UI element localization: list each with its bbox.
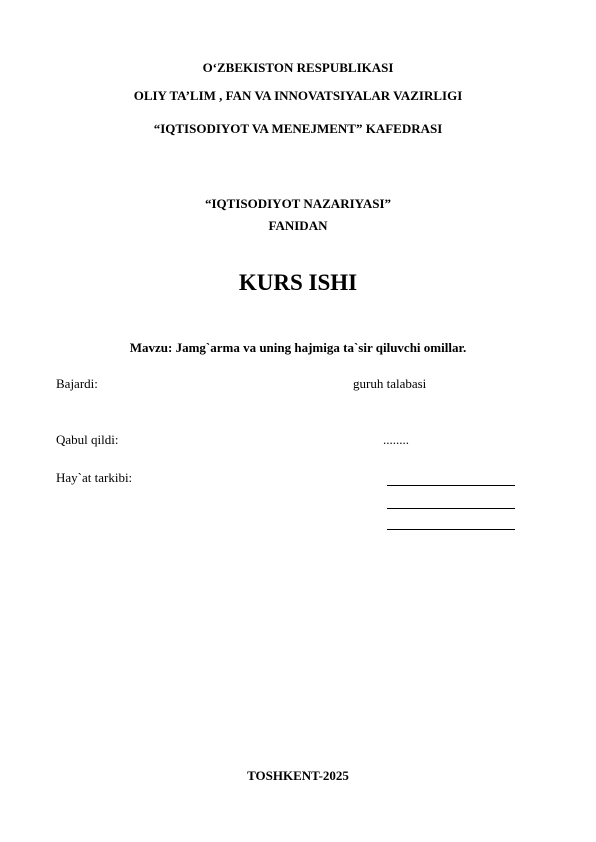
document-type-title: KURS ISHI (238, 270, 358, 295)
ministry-heading: OLIY TA’LIM , FAN VA INNOVATSIYALAR VAZIRLIGI (133, 88, 463, 103)
republic-heading: O‘ZBEKISTON RESPUBLIKASI (202, 60, 394, 75)
subject-suffix: FANIDAN (268, 218, 328, 233)
committee-signature-line (387, 508, 515, 509)
accepted-by-label: Qabul qildi: (56, 432, 119, 447)
topic-line: Mavzu: Jamg`arma va uning hajmiga ta`sir qiluvchi omillar. (129, 340, 467, 355)
department-heading: “IQTISODIYOT VA MENEJMENT” KAFEDRASI (153, 121, 443, 136)
committee-signature-line (387, 529, 515, 530)
accepted-by-value: ........ (383, 432, 409, 447)
done-by-label: Bajardi: (56, 376, 98, 391)
committee-signature-line (387, 485, 515, 486)
done-by-value: guruh talabasi (353, 376, 427, 391)
subject-name: “IQTISODIYOT NAZARIYASI” (204, 196, 392, 211)
city-year-footer: TOSHKENT-2025 (247, 768, 349, 783)
committee-label: Hay`at tarkibi: (56, 470, 133, 485)
